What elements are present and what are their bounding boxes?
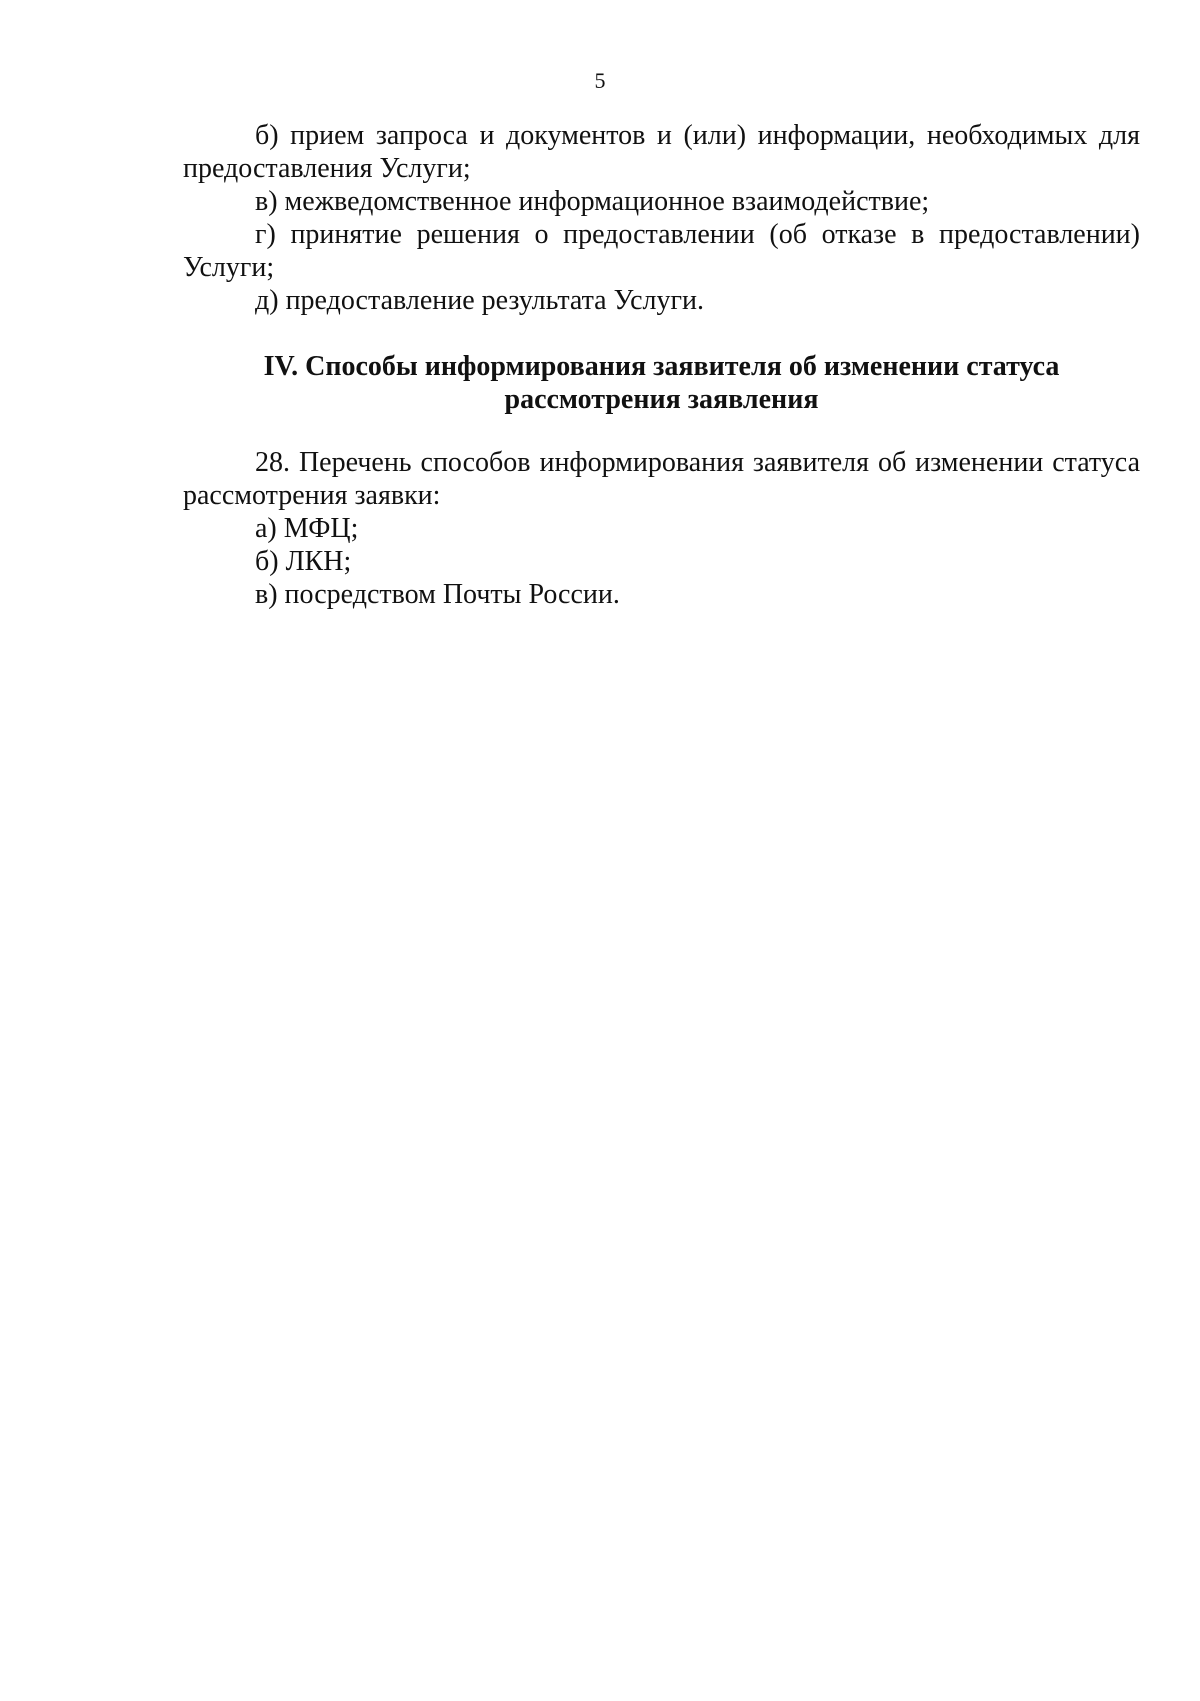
- list-item: б) ЛКН;: [255, 546, 352, 577]
- section-paragraph: 28. Перечень способов информирования заявителя об изменении статуса рассмотрения заявки:: [183, 447, 1140, 511]
- list-item: г) принятие решения о предоставлении (об отказе в предоставлении) Услуги;: [183, 219, 1140, 283]
- section-heading: [183, 350, 1140, 416]
- section-body: [183, 446, 1140, 611]
- list-item: д) предоставление результата Услуги.: [255, 285, 704, 316]
- procedure-list: [183, 119, 1140, 317]
- section-heading-line: рассмотрения заявления: [504, 384, 819, 415]
- list-item: а) МФЦ;: [255, 513, 359, 544]
- page-number: 5: [594, 68, 606, 93]
- list-item: в) посредством Почты России.: [255, 579, 620, 610]
- list-item: б) прием запроса и документов и (или) информации, необходимых для предоставления Услуги;: [183, 120, 1140, 184]
- list-item: в) межведомственное информационное взаимодействие;: [255, 186, 930, 217]
- section-heading-line: IV. Способы информирования заявителя об изменении статуса: [263, 351, 1060, 382]
